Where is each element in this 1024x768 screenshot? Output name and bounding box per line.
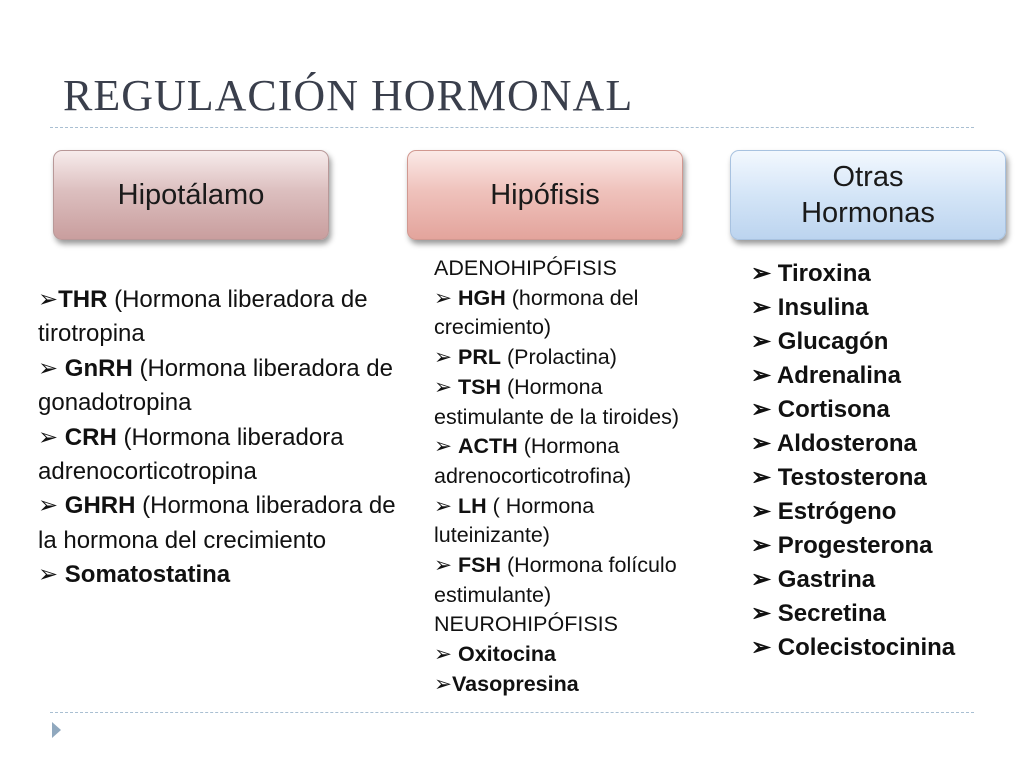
- hormone-desc: (Hormona adrenocorticotrofina): [434, 434, 632, 488]
- arrow-bullet-icon: ➢: [751, 396, 778, 423]
- list-item: [751, 529, 1021, 563]
- list-item: [751, 495, 1021, 529]
- list-item: [751, 325, 1021, 359]
- arrow-bullet-icon: ➢: [751, 498, 778, 525]
- arrow-bullet-icon: ➢: [751, 600, 778, 627]
- arrow-bullet-icon: ➢: [434, 493, 458, 518]
- hormone-name: Tiroxina: [777, 260, 871, 287]
- hormone-desc: (hormona del crecimiento): [434, 285, 639, 340]
- list-item: [38, 352, 418, 421]
- hormone-abbr: Somatostatina: [64, 561, 231, 589]
- list-item: [434, 432, 694, 491]
- arrow-bullet-icon: ➢: [434, 285, 458, 310]
- otras-hormonas-box: [730, 150, 1006, 240]
- arrow-bullet-icon: ➢: [751, 430, 777, 457]
- hormone-name: Secretina: [777, 600, 886, 627]
- hormone-name: Gastrina: [777, 566, 876, 593]
- hormone-abbr: GnRH: [64, 354, 133, 382]
- arrow-bullet-icon: ➢: [434, 671, 453, 696]
- arrow-bullet-icon: ➢: [38, 561, 65, 589]
- slide-title: REGULACIÓN HORMONAL: [63, 71, 634, 120]
- hormone-name: Colecistocinina: [777, 634, 956, 661]
- list-item: [751, 631, 1021, 665]
- otras-hormonas-list: [751, 257, 1021, 665]
- hormone-abbr: FSH: [458, 553, 501, 578]
- hormone-abbr: TSH: [458, 374, 501, 399]
- hormone-desc: ( Hormona luteinizante): [434, 493, 595, 548]
- hipotalamo-list: [38, 283, 418, 593]
- hormone-abbr: Oxitocina: [458, 642, 556, 667]
- arrow-bullet-icon: ➢: [434, 553, 458, 578]
- hormone-desc: (Hormona folículo estimulante): [434, 553, 677, 607]
- hormone-abbr: Vasopresina: [452, 671, 579, 696]
- hipofisis-list: [434, 254, 694, 700]
- neurohipofisis-header: NEUROHIPÓFISIS: [434, 612, 618, 637]
- hormone-name: Estrógeno: [777, 498, 897, 525]
- hormone-name: Insulina: [777, 294, 869, 321]
- hormone-abbr: THR: [58, 286, 108, 313]
- hormone-abbr: GHRH: [64, 492, 136, 520]
- hormone-name: Testosterona: [777, 464, 927, 491]
- arrow-bullet-icon: ➢: [751, 464, 778, 491]
- hipofisis-label: Hipófisis: [490, 178, 600, 211]
- hormone-desc: (Hormona liberadora de la hormona del crecimiento: [38, 492, 396, 554]
- arrow-bullet-icon: ➢: [434, 374, 458, 399]
- arrow-bullet-icon: ➢: [751, 532, 778, 559]
- hormone-name: Cortisona: [777, 396, 890, 423]
- hormone-desc: (Hormona liberadora de tirotropina: [38, 286, 368, 348]
- hipofisis-box: [407, 150, 683, 240]
- arrow-bullet-icon: ➢: [38, 423, 65, 451]
- arrow-bullet-icon: ➢: [434, 434, 458, 459]
- arrow-bullet-icon: ➢: [751, 328, 778, 355]
- list-item: [38, 489, 418, 558]
- list-item: [751, 393, 1021, 427]
- hormone-name: Glucagón: [777, 328, 889, 355]
- hormone-abbr: CRH: [64, 423, 117, 451]
- list-item: [38, 421, 418, 490]
- arrow-bullet-icon: ➢: [38, 354, 65, 382]
- hormone-desc: (Hormona liberadora de gonadotropina: [38, 354, 393, 417]
- list-item: [434, 640, 694, 670]
- hormone-abbr: LH: [458, 493, 487, 518]
- list-item: [751, 291, 1021, 325]
- hormone-name: Progesterona: [777, 532, 933, 559]
- hormone-abbr: ACTH: [458, 434, 518, 459]
- list-item: [434, 551, 694, 610]
- list-item: [751, 427, 1021, 461]
- arrow-bullet-icon: ➢: [38, 492, 65, 520]
- list-item: [751, 257, 1021, 291]
- arrow-bullet-icon: ➢: [751, 260, 778, 287]
- list-item: [434, 492, 694, 551]
- hormone-name: Adrenalina: [776, 362, 901, 389]
- arrow-bullet-icon: ➢: [751, 634, 778, 661]
- hormone-name: Aldosterona: [776, 430, 917, 457]
- list-item: [434, 343, 694, 373]
- arrow-bullet-icon: ➢: [38, 286, 59, 313]
- list-item: [751, 461, 1021, 495]
- otras-hormonas-label: Otras Hormonas: [801, 160, 935, 229]
- list-item: [434, 373, 694, 432]
- list-item: [751, 597, 1021, 631]
- hormone-abbr: PRL: [458, 345, 501, 370]
- hormone-desc: (Hormona liberadora adrenocorticotropina: [38, 423, 344, 486]
- list-item: [38, 283, 418, 352]
- triangle-bullet-icon: [52, 722, 61, 738]
- hormone-abbr: HGH: [458, 285, 506, 310]
- list-item: [751, 563, 1021, 597]
- list-item: [434, 670, 694, 700]
- arrow-bullet-icon: ➢: [751, 294, 778, 321]
- arrow-bullet-icon: ➢: [434, 345, 458, 370]
- adenohipofisis-header: ADENOHIPÓFISIS: [434, 256, 617, 280]
- hormone-desc: (Hormona estimulante de la tiroides): [434, 374, 679, 429]
- list-item: [434, 284, 694, 343]
- hormone-desc: (Prolactina): [501, 345, 617, 370]
- hipotalamo-box: [53, 150, 329, 240]
- footer-divider: [50, 712, 974, 713]
- list-item: [751, 359, 1021, 393]
- title-divider: [50, 127, 974, 128]
- list-item: [38, 558, 418, 592]
- arrow-bullet-icon: ➢: [751, 362, 777, 389]
- hipotalamo-label: Hipotálamo: [117, 178, 265, 211]
- arrow-bullet-icon: ➢: [751, 566, 778, 593]
- arrow-bullet-icon: ➢: [434, 642, 458, 667]
